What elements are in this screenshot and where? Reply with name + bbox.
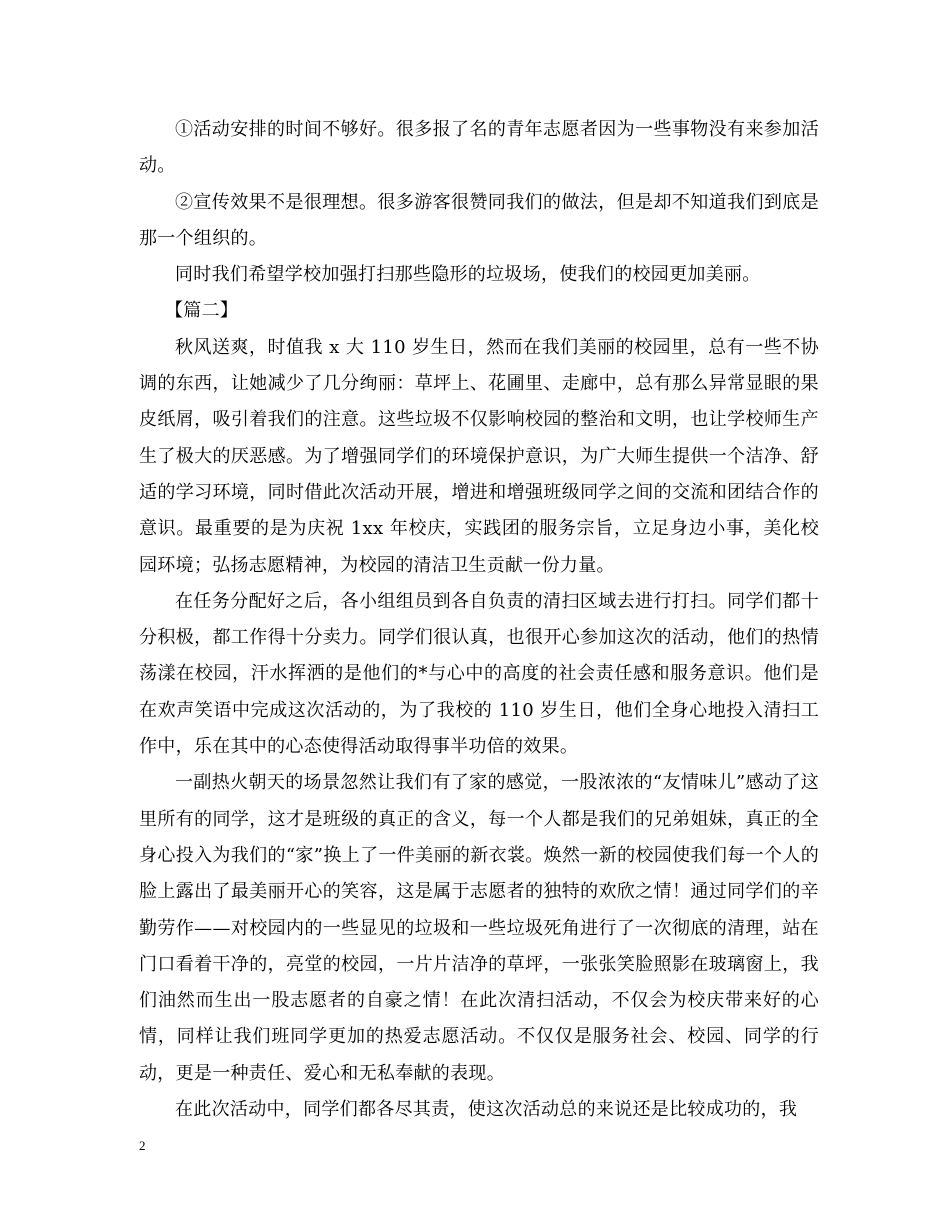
section-heading: 【篇二】: [165, 300, 239, 322]
paragraph-time-arrangement: ①活动安排的时间不够好。很多报了名的青年志愿者因为一些事物没有来参加活动。: [139, 119, 819, 177]
paragraph-activity-summary: 在此次活动中，同学们都各尽其责，使这次活动总的来说还是比较成功的，我: [175, 1099, 798, 1121]
paragraph-autumn-intro: 秋风送爽，时值我 x 大 110 岁生日，然而在我们美丽的校园里，总有一些不协调的东西，让她减少了几分绚丽：草坪上、花圃里、走廊中，总有那么异常显眼的果皮纸屑，吸引着我们的注意。这些垃圾不仅影响校园的整治和文明，也让学校师生产生了极大的厌恶感。为了增强同学们的环境保护意识，为广大师生提供一个洁净、舒适的学习环境，同时借此次活动开展，增进和增强班级同学之间的交流和团结合作的意识。最重要的是为庆祝 1xx 年校庆，实践团的服务宗旨，立足身边小事，美化校园环境；弘扬志愿精神，为校园的清洁卫生贡献一份力量。: [139, 336, 819, 576]
document-body: [139, 112, 819, 1128]
page-number: 2: [139, 1138, 146, 1153]
paragraph-family-feeling: 一副热火朝天的场景忽然让我们有了家的感觉，一股浓浓的“友情味儿”感动了这里所有的同学，这才是班级的真正的含义，每一个人都是我们的兄弟姐妹，真正的全身心投入为我们的“家”换上了一件美丽的新衣裳。焕然一新的校园使我们每一个人的脸上露出了最美丽开心的笑容，这是属于志愿者的独特的欢欣之情！通过同学们的辛勤劳作——对校园内的一些显见的垃圾和一些垃圾死角进行了一次彻底的清理，站在门口看着干净的，亮堂的校园，一片片洁净的草坪，一张张笑脸照影在玻璃窗上，我们油然而生出一股志愿者的自豪之情！在此次清扫活动，不仅会为校庆带来好的心情，同样让我们班同学更加的热爱志愿活动。不仅仅是服务社会、校园、同学的行动，更是一种责任、爱心和无私奉献的表现。: [139, 772, 819, 1084]
paragraph-publicity-effect: ②宣传效果不是很理想。很多游客很赞同我们的做法，但是却不知道我们到底是那一个组织的。: [139, 191, 819, 249]
paragraph-task-assignment: 在任务分配好之后，各小组组员到各自负责的清扫区域去进行打扫。同学们都十分积极，都工作得十分卖力。同学们很认真，也很开心参加这次的活动，他们的热情荡漾在校园，汗水挥洒的是他们的*与心中的高度的社会责任感和服务意识。他们是在欢声笑语中完成这次活动的，为了我校的 110 岁生日，他们全身心地投入清扫工作中，乐在其中的心态使得活动取得事半功倍的效果。: [139, 590, 819, 758]
paragraph-school-hope: 同时我们希望学校加强打扫那些隐形的垃圾场，使我们的校园更加美丽。: [175, 264, 761, 286]
